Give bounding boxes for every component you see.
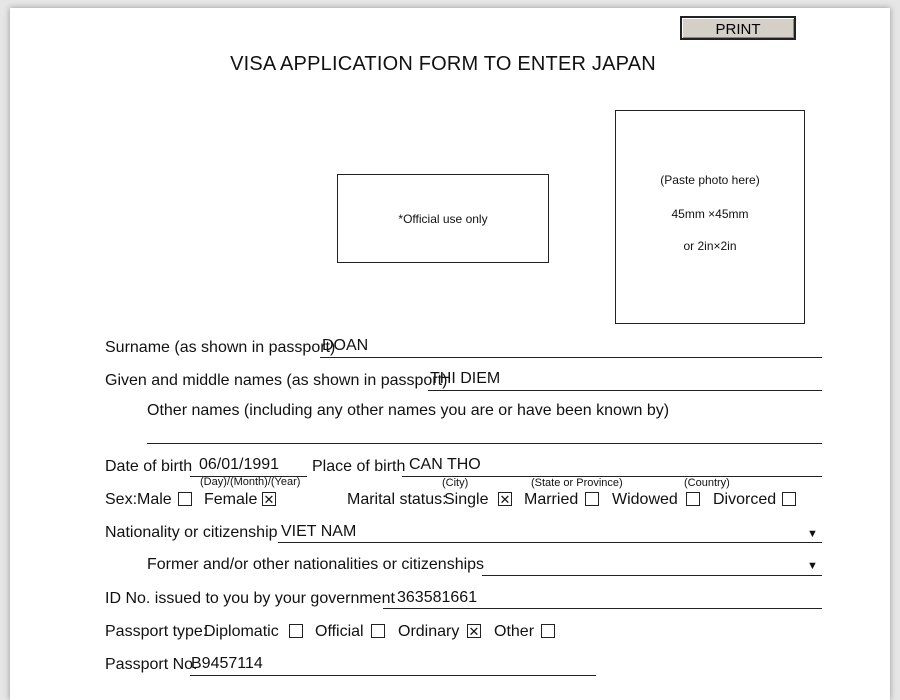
passport-other-checkbox[interactable] xyxy=(541,624,555,638)
passport-diplomatic-checkbox[interactable] xyxy=(289,624,303,638)
passport-ordinary-checkbox[interactable]: ✕ xyxy=(468,623,480,639)
nationality-select[interactable] xyxy=(278,542,822,543)
form-page xyxy=(10,8,890,700)
marital-widowed-label: Widowed xyxy=(612,491,678,508)
passport-diplomatic-label: Diplomatic xyxy=(204,623,279,640)
marital-married-checkbox[interactable] xyxy=(585,492,599,506)
nationality-label: Nationality or citizenship xyxy=(105,524,278,541)
photo-instruction: (Paste photo here) xyxy=(660,173,760,187)
pob-city-hint: (City) xyxy=(442,477,469,489)
passport-other-label: Other xyxy=(494,623,535,640)
given-names-field[interactable] xyxy=(428,390,822,391)
print-button[interactable]: PRINT xyxy=(680,16,796,40)
passport-ordinary-label: Ordinary xyxy=(398,623,460,640)
marital-divorced-checkbox[interactable] xyxy=(782,492,796,506)
sex-female-checkbox[interactable]: ✕ xyxy=(263,491,275,507)
pob-country-hint: (Country) xyxy=(684,477,730,489)
id-no-label: ID No. issued to you by your government xyxy=(105,590,395,607)
pob-state-hint: (State or Province) xyxy=(531,477,623,489)
sex-female-label: Female xyxy=(204,491,258,508)
surname-label: Surname (as shown in passport) xyxy=(105,339,336,356)
passport-no-value: B9457114 xyxy=(191,655,263,672)
former-nationality-label: Former and/or other nationalities or citizenships xyxy=(147,556,485,573)
surname-value: DOAN xyxy=(322,337,369,354)
other-names-label: Other names (including any other names you are or have been known by) xyxy=(147,402,670,419)
nationality-dropdown-icon[interactable]: ▼ xyxy=(807,528,818,540)
place-of-birth-label: Place of birth xyxy=(312,458,406,475)
dob-value: 06/01/1991 xyxy=(199,456,280,473)
marital-married-label: Married xyxy=(524,491,579,508)
sex-male-checkbox[interactable] xyxy=(178,492,192,506)
marital-single-checkbox[interactable]: ✕ xyxy=(499,491,511,507)
passport-no-field[interactable] xyxy=(190,675,596,676)
former-nationality-dropdown-icon[interactable]: ▼ xyxy=(807,560,818,572)
passport-official-label: Official xyxy=(315,623,364,640)
sex-label: Sex: xyxy=(105,491,138,508)
given-names-label: Given and middle names (as shown in passport) xyxy=(105,372,448,389)
marital-single-label: Single xyxy=(444,491,489,508)
official-use-box xyxy=(337,174,549,263)
nationality-value: VIET NAM xyxy=(281,523,357,540)
photo-box xyxy=(615,110,805,324)
marital-widowed-checkbox[interactable] xyxy=(686,492,700,506)
given-names-value: THI DIEM xyxy=(430,370,501,387)
marital-divorced-label: Divorced xyxy=(713,491,777,508)
sex-male-label: Male xyxy=(137,491,172,508)
marital-status-label: Marital status: xyxy=(347,491,447,508)
passport-official-checkbox[interactable] xyxy=(371,624,385,638)
passport-no-label: Passport No. xyxy=(105,656,198,673)
dob-label: Date of birth xyxy=(105,458,193,475)
place-of-birth-value: CAN THO xyxy=(409,456,481,473)
photo-size-in: or 2in×2in xyxy=(683,239,737,253)
official-use-label: *Official use only xyxy=(398,211,488,226)
id-no-value: 363581661 xyxy=(397,589,478,606)
id-no-field[interactable] xyxy=(383,608,822,609)
dob-hint: (Day)/(Month)/(Year) xyxy=(200,476,301,488)
page-title: VISA APPLICATION FORM TO ENTER JAPAN xyxy=(230,53,656,75)
former-nationality-select[interactable] xyxy=(482,575,822,576)
surname-field[interactable] xyxy=(320,357,822,358)
photo-size-mm: 45mm ×45mm xyxy=(671,207,749,221)
other-names-field[interactable] xyxy=(147,443,822,444)
passport-type-label: Passport type: xyxy=(105,623,208,640)
